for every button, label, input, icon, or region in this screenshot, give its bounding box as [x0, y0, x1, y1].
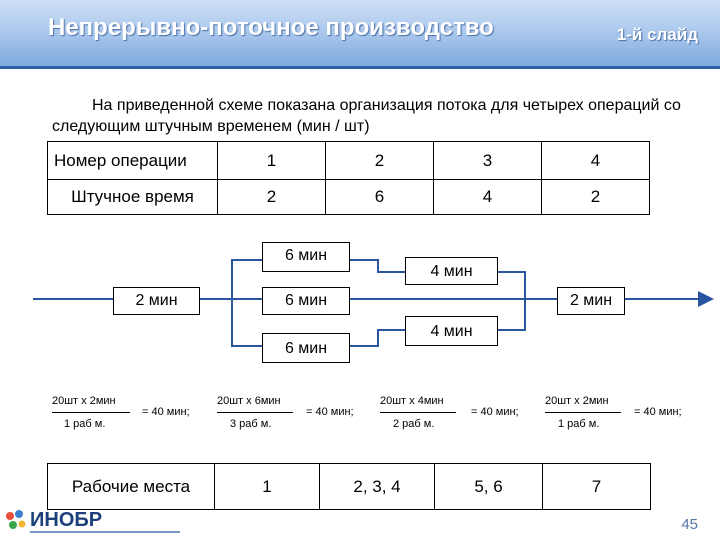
calc-result: = 40 мин;	[471, 406, 519, 418]
calc-formula: 20шт х 6мин	[217, 395, 281, 407]
fraction-line	[380, 412, 456, 413]
table-cell: 1	[215, 464, 320, 510]
fraction-line	[52, 412, 130, 413]
operation-1-box: 2 мин	[113, 287, 200, 315]
table-cell: 4	[542, 142, 650, 180]
table-cell: 3	[434, 142, 542, 180]
operation-3-box-bottom: 4 мин	[405, 316, 498, 346]
calc-formula: 20шт х 4мин	[380, 395, 444, 407]
calc-result: = 40 мин;	[306, 406, 354, 418]
operation-2-box-top: 6 мин	[262, 242, 350, 272]
calc-workers: 1 раб м.	[558, 418, 600, 430]
table-cell: 7	[543, 464, 651, 510]
fraction-line	[217, 412, 293, 413]
row-header: Номер операции	[48, 142, 218, 180]
intro-text: На приведенной схеме показана организация потока для четырех операций со следующим штучным временем (мин / шт)	[52, 97, 681, 135]
page-number: 45	[681, 516, 698, 533]
table-cell: 6	[326, 180, 434, 215]
row-header: Штучное время	[48, 180, 218, 215]
calc-workers: 1 раб м.	[64, 418, 106, 430]
table-cell: 2, 3, 4	[320, 464, 435, 510]
calc-formula: 20шт х 2мин	[545, 395, 609, 407]
table-cell: 2	[218, 180, 326, 215]
slide-label: 1-й слайд	[616, 25, 698, 44]
calc-formula: 20шт х 2мин	[52, 395, 116, 407]
table-cell: 5, 6	[435, 464, 543, 510]
table-cell: 2	[326, 142, 434, 180]
inobr-logo	[4, 508, 194, 536]
logo-underline	[30, 531, 180, 533]
table-row	[48, 464, 651, 510]
workplaces-table	[47, 463, 651, 510]
row-header: Рабочие места	[48, 464, 215, 510]
calc-workers: 2 раб м.	[393, 418, 435, 430]
operation-3-box-top: 4 мин	[405, 257, 498, 285]
operation-2-box-middle: 6 мин	[262, 287, 350, 315]
fraction-line	[545, 412, 621, 413]
table-cell: 2	[542, 180, 650, 215]
table-cell: 1	[218, 142, 326, 180]
calc-result: = 40 мин;	[142, 406, 190, 418]
calc-result: = 40 мин;	[634, 406, 682, 418]
operation-4-box: 2 мин	[557, 287, 625, 315]
dots-cluster-icon	[4, 508, 28, 534]
logo-text: ИНОБР	[30, 509, 103, 531]
calc-workers: 3 раб м.	[230, 418, 272, 430]
table-cell: 4	[434, 180, 542, 215]
operation-2-box-bottom: 6 мин	[262, 333, 350, 363]
slide-title: Непрерывно-поточное производство	[48, 14, 494, 41]
